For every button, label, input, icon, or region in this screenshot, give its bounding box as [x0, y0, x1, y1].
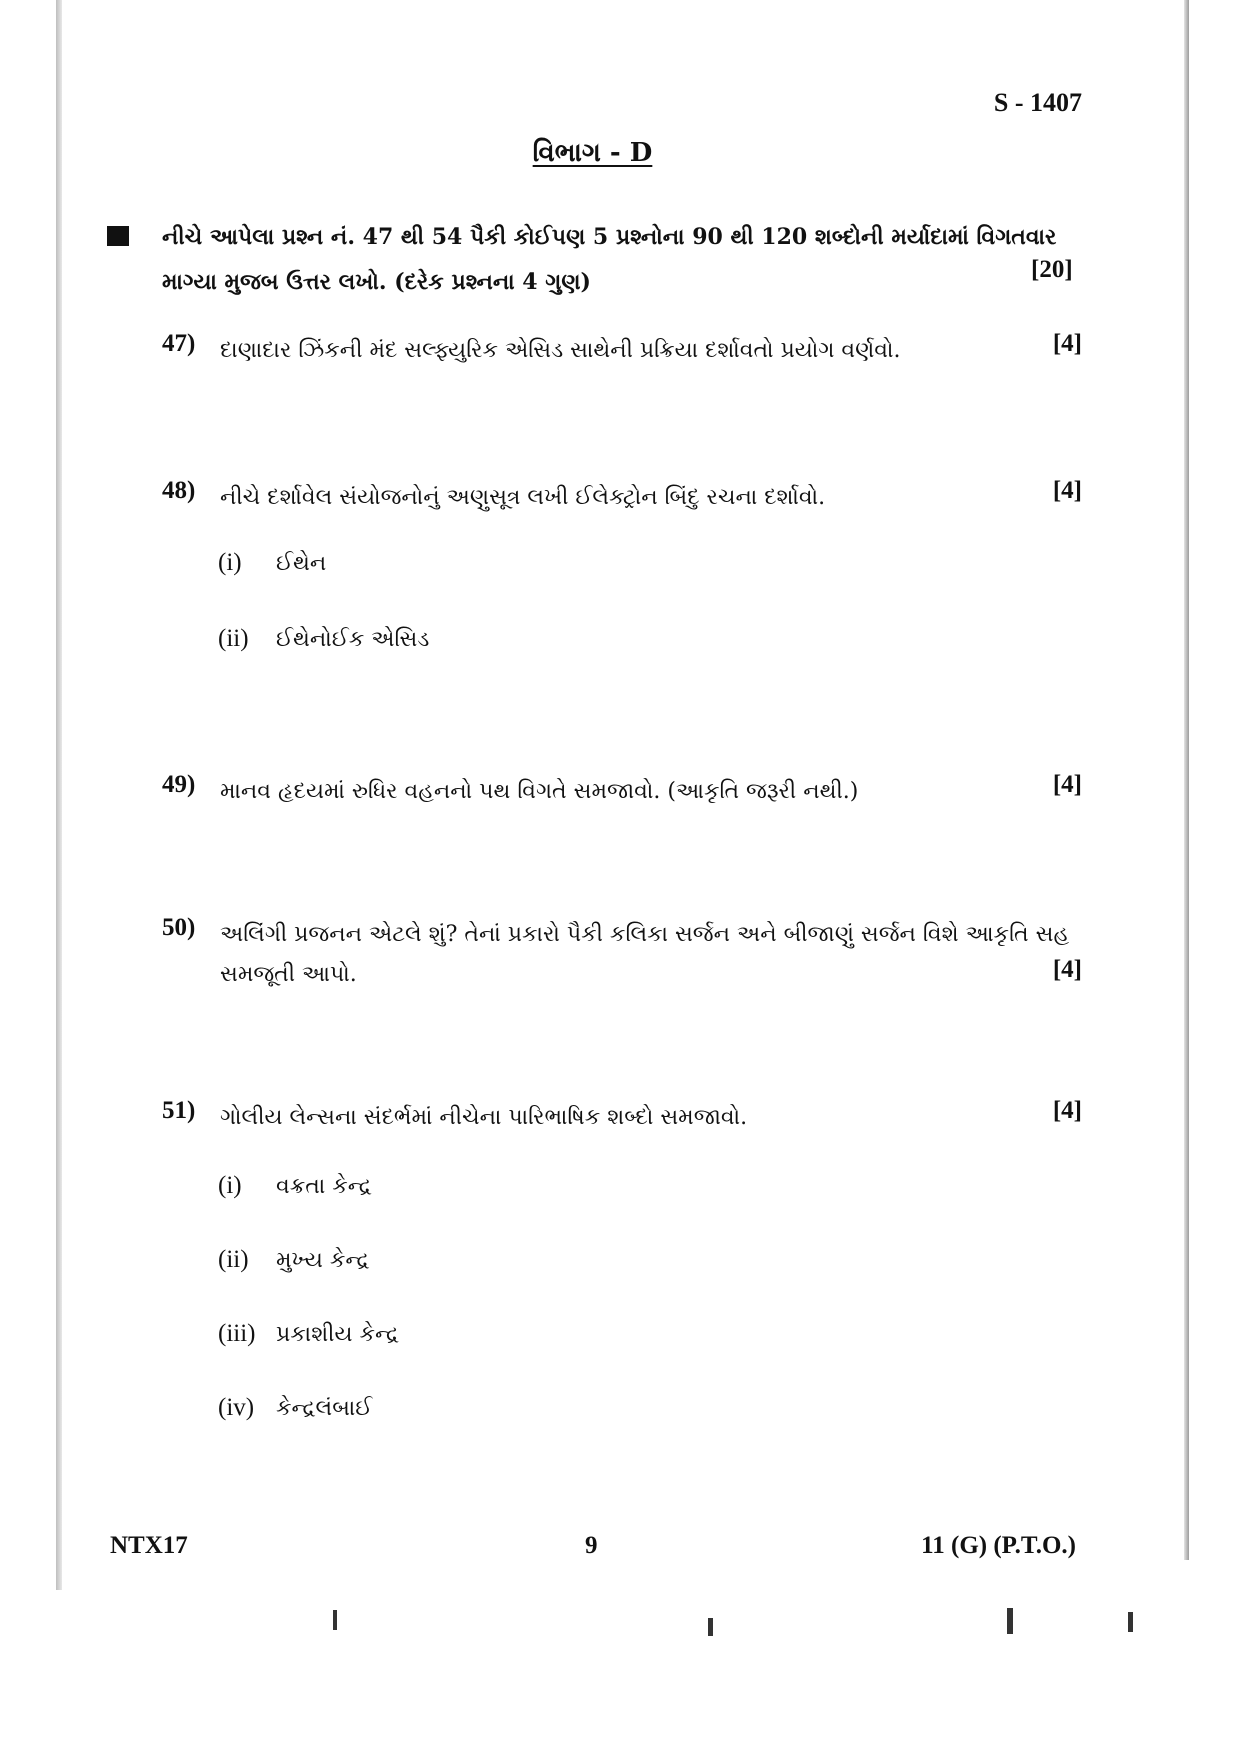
instruction-bullet-icon — [107, 226, 129, 246]
subpart-text: પ્રકાશીય કેન્દ્ર — [276, 1322, 400, 1347]
question-48 — [162, 477, 1082, 517]
scan-edge-left — [56, 0, 62, 1590]
question-marks: [4] — [1052, 1097, 1082, 1124]
question-marks: [4] — [1052, 330, 1082, 357]
subpart-label: (i) — [218, 549, 242, 576]
footer-left-code: NTX17 — [110, 1532, 188, 1559]
subpart-51-iv — [218, 1394, 372, 1422]
subpart-51-i — [218, 1172, 372, 1200]
footer-page-number: 9 — [585, 1532, 598, 1559]
question-text: માનવ હૃદયમાં રુધિર વહનનો પથ વિગતે સમજાવો. (આકૃતિ જરૂરી નથી.) — [220, 779, 859, 804]
question-51 — [162, 1097, 1082, 1137]
instructions-text: નીચે આપેલા પ્રશ્ન નં. 47 થી 54 પૈકી કોઈપણ 5 પ્રશ્નોના 90 થી 120 શબ્દોની મર્યાદામાં વિગતવાર માગ્યા મુજબ ઉત્તર લખો. (દરેક પ્રશ્નના 4 ગુણ) — [162, 224, 1057, 295]
subpart-51-iii — [218, 1320, 399, 1348]
question-text: દાણાદાર ઝિંકની મંદ સલ્ફ્યુરિક એસિડ સાથેની પ્રક્રિયા દર્શાવતો પ્રયોગ વર્ણવો. — [220, 338, 901, 363]
footer-right-code: 11 (G) (P.T.O.) — [921, 1532, 1076, 1559]
subpart-label: (ii) — [218, 1246, 249, 1273]
subpart-label: (iii) — [218, 1320, 256, 1347]
subpart-48-i — [218, 549, 326, 577]
subpart-text: ઈથેનોઈક એસિડ — [276, 627, 430, 652]
scan-speck — [1007, 1608, 1013, 1634]
subpart-48-ii — [218, 625, 429, 653]
question-number: 49) — [162, 771, 196, 798]
question-50 — [162, 914, 1082, 1000]
instructions-marks: [20] — [1031, 256, 1073, 283]
scan-edge-right — [1184, 0, 1189, 1560]
subpart-label: (i) — [218, 1172, 242, 1199]
section-title-text: વિભાગ - D — [532, 138, 653, 168]
question-marks: [4] — [1052, 956, 1082, 983]
paper-code: S - 1407 — [993, 88, 1082, 117]
instructions — [162, 215, 1082, 305]
subpart-text: મુખ્ય કેન્દ્ર — [276, 1248, 370, 1273]
scan-speck — [708, 1618, 713, 1636]
subpart-label: (ii) — [218, 625, 249, 652]
question-text: અલિંગી પ્રજનન એટલે શું? તેનાં પ્રકારો પૈકી કલિકા સર્જન અને બીજાણું સર્જન વિશે આકૃતિ સહ સમજૂતી આપો. — [220, 922, 1070, 987]
subpart-text: કેન્દ્રલંબાઈ — [276, 1396, 373, 1421]
question-marks: [4] — [1052, 771, 1082, 798]
subpart-51-ii — [218, 1246, 369, 1274]
section-title — [0, 138, 1185, 169]
question-49 — [162, 771, 1082, 811]
question-text: નીચે દર્શાવેલ સંયોજનોનું અણુસૂત્ર લખી ઈલેક્ટ્રોન બિંદુ રચના દર્શાવો. — [220, 485, 826, 510]
scan-speck — [1128, 1612, 1133, 1632]
scan-speck — [333, 1610, 337, 1630]
question-marks: [4] — [1052, 477, 1082, 504]
subpart-label: (iv) — [218, 1394, 255, 1421]
question-number: 48) — [162, 477, 196, 504]
subpart-text: ઈથેન — [276, 551, 327, 576]
question-number: 50) — [162, 914, 196, 941]
question-number: 47) — [162, 330, 196, 357]
question-number: 51) — [162, 1097, 196, 1124]
question-47 — [162, 330, 1082, 370]
subpart-text: વક્રતા કેન્દ્ર — [276, 1174, 372, 1199]
question-text: ગોલીય લેન્સના સંદર્ભમાં નીચેના પારિભાષિક શબ્દો સમજાવો. — [220, 1105, 748, 1130]
